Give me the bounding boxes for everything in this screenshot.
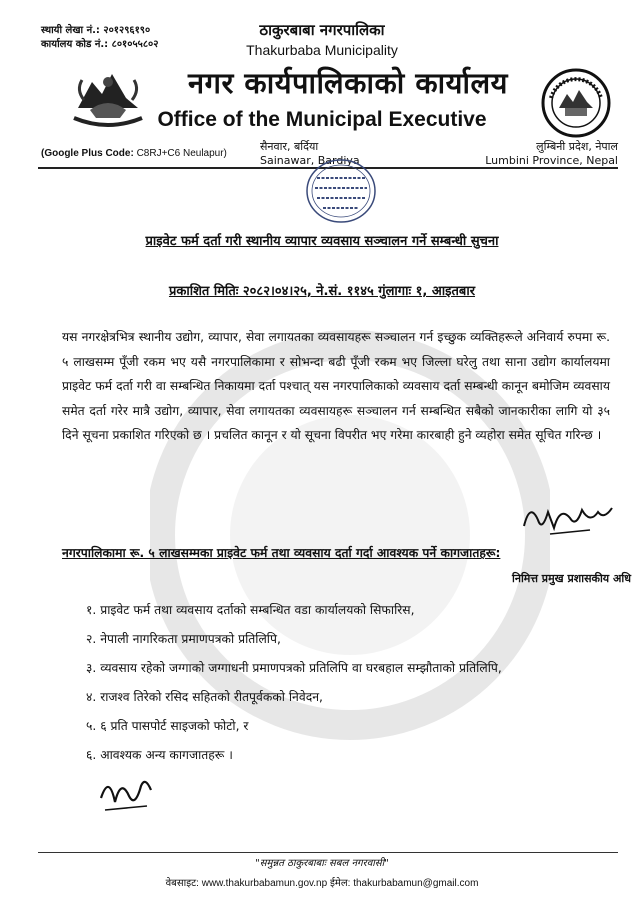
footer-contact (0, 875, 644, 889)
list-item: ५. ६ प्रति पासपोर्ट साइजको फोटो, र (86, 719, 249, 733)
email-link[interactable]: thakurbabamun@gmail.com (353, 878, 479, 889)
website-link[interactable]: www.thakurbabamun.gov.np (201, 878, 328, 889)
office-name-english: Office of the Municipal Executive (157, 108, 487, 131)
signer-title: निमित्त प्रमुख प्रशासकीय अधि (512, 572, 632, 585)
province-english: Lumbini Province, Nepal (485, 154, 618, 167)
requirements-heading: नगरपालिकामा रू. ५ लाखसम्मका प्राइवेट फर्म तथा व्यवसाय दर्ता गर्दा आवश्यक पर्ने कागजातहरू: (62, 546, 501, 560)
municipality-name-nepali: ठाकुरबाबा नगरपालिका (259, 21, 385, 39)
footer-motto: "समुन्नत ठाकुरबाबाः सबल नगरवासी" (255, 858, 389, 869)
google-plus-label: (Google Plus Code: (41, 148, 134, 159)
province-nepali: लुम्बिनी प्रदेश, नेपाल (536, 140, 618, 153)
initials-signature-icon (95, 768, 155, 816)
notice-body: यस नगरक्षेत्रभित्र स्थानीय उद्योग, व्यापार, सेवा लगायतका व्यवसायहरू सञ्चालन गर्न इच्छुक व्यक्तिहरूले अनिवार्य रुपमा रू. ५ लाखसम्म पूँजी रकम भए यसै नगरपालिकामा र सोभन्दा बढी पूँजी रकम भए जिल्ला घरेलु तथा साना उद्योग कार्यालयमा प्राइवेट फर्म दर्ता गरी वा सम्बन्धित निकायमा दर्ता पश्चात् यस नगरपालिकाको व्यवसाय दर्ता सम्बन्धी कानून बमोजिम व्यवसाय समेत दर्ता गरेर मात्रै उद्योग, व्यापार, सेवा लगायतका व्यवसायहरू सञ्चालन गर्न सम्बन्धित सबैको जानकारीका लागि यो ३५ दिने सूचना प्रकाशित गरिएको छ । प्रचलित कानून र यो सूचना विपरीत भए गरेमा कारबाही हुने व्यहोरा समेत सूचित गरिन्छ । (62, 330, 610, 443)
published-date: प्रकाशित मितिः २०८२।०४।२५, ने.सं. ११४५ गुंलागाः १, आइतबार (168, 284, 476, 299)
website-label: वेबसाइट: (165, 878, 199, 889)
list-item: ३. व्यवसाय रहेको जग्गाको जग्गाधनी प्रमाणपत्रको प्रतिलिपि वा घरबहाल सम्झौताको प्रतिलिपि, (86, 661, 502, 675)
office-name-nepali: नगर कार्यपालिकाको कार्यालय (188, 66, 508, 100)
signature-icon (520, 498, 616, 538)
google-plus-code (41, 148, 227, 159)
list-item: ६. आवश्यक अन्य कागजातहरू । (86, 748, 233, 762)
permanent-account-number: स्थायी लेखा नं.: २०१२९६१९० (41, 25, 151, 36)
province-block (473, 140, 618, 168)
email-label: ईमेल: (329, 878, 351, 889)
notice-title: प्राइवेट फर्म दर्ता गरी स्थानीय व्यापार व्यवसाय सञ्चालन गर्ने सम्बन्धी सुचना (145, 234, 499, 249)
footer-divider (38, 852, 618, 853)
location-english: Sainawar, Bardiya (260, 154, 360, 167)
office-stamp-icon (305, 158, 377, 224)
list-item: ४. राजश्व तिरेको रसिद सहितको रीतपूर्वकको निवेदन, (86, 690, 323, 704)
location-nepali: सैनवार, बर्दिया (260, 140, 319, 153)
municipality-name-english: Thakurbaba Municipality (246, 42, 398, 58)
list-item: २. नेपाली नागरिकता प्रमाणपत्रको प्रतिलिपि, (86, 632, 281, 646)
google-plus-value: C8RJ+C6 Neulapur) (136, 148, 227, 159)
list-item: १. प्राइवेट फर्म तथा व्यवसाय दर्ताको सम्बन्धित वडा कार्यालयको सिफारिस, (86, 603, 415, 617)
office-code: कार्यालय कोड नं.: ८०१०५५८०२ (41, 39, 159, 50)
requirements-list (86, 598, 586, 772)
